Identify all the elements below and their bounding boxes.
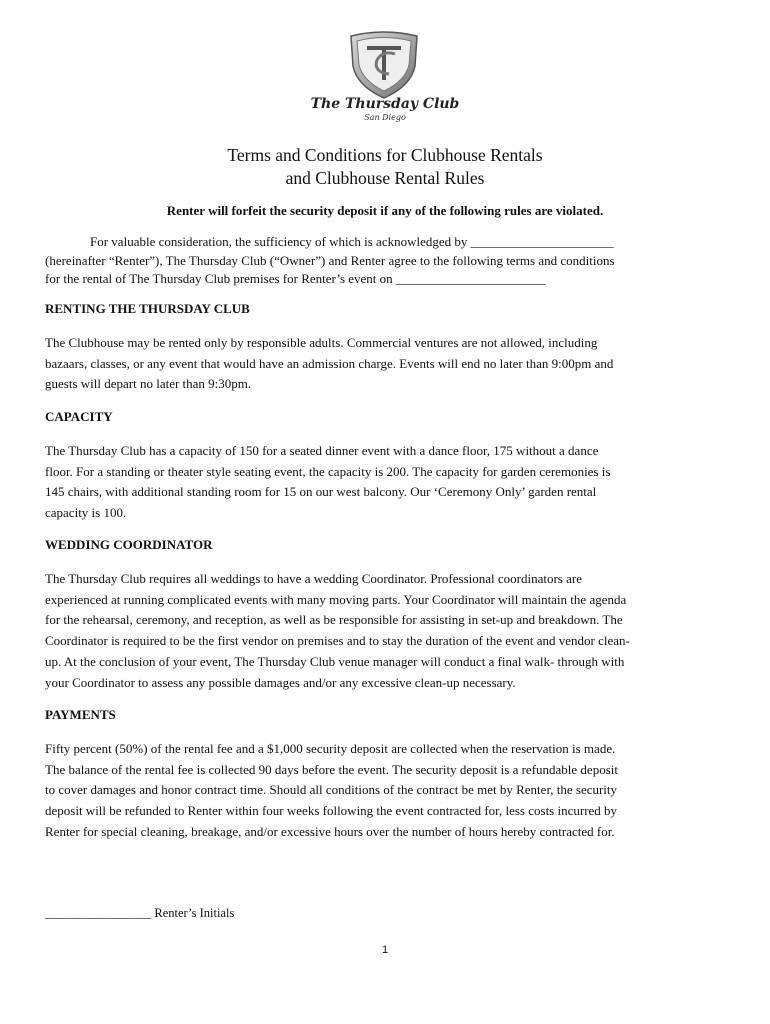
page-number: 1 bbox=[381, 944, 389, 956]
paragraph-line: Coordinator is required to be the first vendor on premises and to stay the duration of the event and vendor clean- bbox=[45, 633, 630, 649]
forfeit-warning: Renter will forfeit the security deposit if any of the following rules are violated. bbox=[166, 203, 604, 218]
title-line-2: and Clubhouse Rental Rules bbox=[285, 168, 485, 188]
paragraph-line: experienced at running complicated events with many moving parts. Your Coordinator will maintain the agenda bbox=[45, 591, 627, 607]
paragraph-line: capacity is 100. bbox=[45, 505, 127, 521]
paragraph-line: The Thursday Club has a capacity of 150 for a seated dinner event with a dance floor, 175 without a dance bbox=[45, 443, 599, 458]
section-heading-capacity: CAPACITY bbox=[45, 409, 113, 424]
paragraph-line: Renter for special cleaning, breakage, and/or excessive hours over the number of hours hereby contracted for. bbox=[45, 823, 615, 839]
shield-icon bbox=[345, 30, 423, 100]
logo-location: San Diego bbox=[364, 113, 406, 122]
paragraph-line: The Clubhouse may be rented only by responsible adults. Commercial ventures are not allowed, including bbox=[45, 335, 598, 350]
paragraph-line: your Coordinator to assess any possible damages and/or any excessive clean-up necessary. bbox=[45, 674, 516, 690]
paragraph-line: Fifty percent (50%) of the rental fee and a $1,000 security deposit are collected when the reservation is made. bbox=[45, 741, 616, 756]
title-line-1: Terms and Conditions for Clubhouse Rentals bbox=[227, 145, 543, 165]
paragraph-line: up. At the conclusion of your event, The Thursday Club venue manager will conduct a final walk- through with bbox=[45, 653, 625, 669]
paragraph-line: deposit will be refunded to Renter within four weeks following the event contracted for, less costs incurred by bbox=[45, 803, 618, 819]
intro-line-1: For valuable consideration, the sufficiency of which is acknowledged by ______________________ bbox=[90, 234, 614, 249]
intro-paragraph bbox=[45, 233, 725, 289]
logo-club-name: The Thursday Club bbox=[310, 96, 460, 112]
intro-line-2: (hereinafter “Renter”), The Thursday Club (“Owner”) and Renter agree to the following terms and conditions bbox=[45, 252, 615, 268]
paragraph-line: to cover damages and honor contract time. Should all conditions of the contract be met by Renter, the security bbox=[45, 782, 618, 798]
section-body-payments bbox=[45, 739, 725, 843]
paragraph-line: for the rehearsal, ceremony, and reception, as well as be responsible for assisting in set-up and breakdown. The bbox=[45, 612, 623, 628]
renter-initials-line: _________________ Renter’s Initials bbox=[45, 906, 235, 920]
paragraph-line: The Thursday Club requires all weddings to have a wedding Coordinator. Professional coordinators are bbox=[45, 571, 582, 586]
club-crest-logo bbox=[345, 30, 423, 100]
document-title bbox=[0, 144, 770, 190]
paragraph-line: guests will depart no later than 9:30pm. bbox=[45, 376, 252, 392]
section-body-capacity bbox=[45, 441, 725, 524]
paragraph-line: floor. For a standing or theater style seating event, the capacity is 200. The capacity for garden ceremonies is bbox=[45, 463, 611, 479]
section-heading-renting: RENTING THE THURSDAY CLUB bbox=[45, 301, 250, 316]
section-heading-payments: PAYMENTS bbox=[45, 707, 116, 722]
section-heading-wedding-coordinator: WEDDING COORDINATOR bbox=[45, 537, 213, 552]
intro-line-3: for the rental of The Thursday Club premises for Renter’s event on _______________________ bbox=[45, 271, 546, 286]
paragraph-line: bazaars, classes, or any event that would have an admission charge. Events will end no later than 9:00pm and bbox=[45, 355, 614, 371]
section-body-wedding-coordinator bbox=[45, 569, 725, 693]
paragraph-line: The balance of the rental fee is collected 90 days before the event. The security deposit is a refundable deposit bbox=[45, 761, 618, 777]
section-body-renting bbox=[45, 333, 725, 395]
paragraph-line: 145 chairs, with additional standing room for 15 on our west balcony. Our ‘Ceremony Only’ garden rental bbox=[45, 484, 597, 500]
